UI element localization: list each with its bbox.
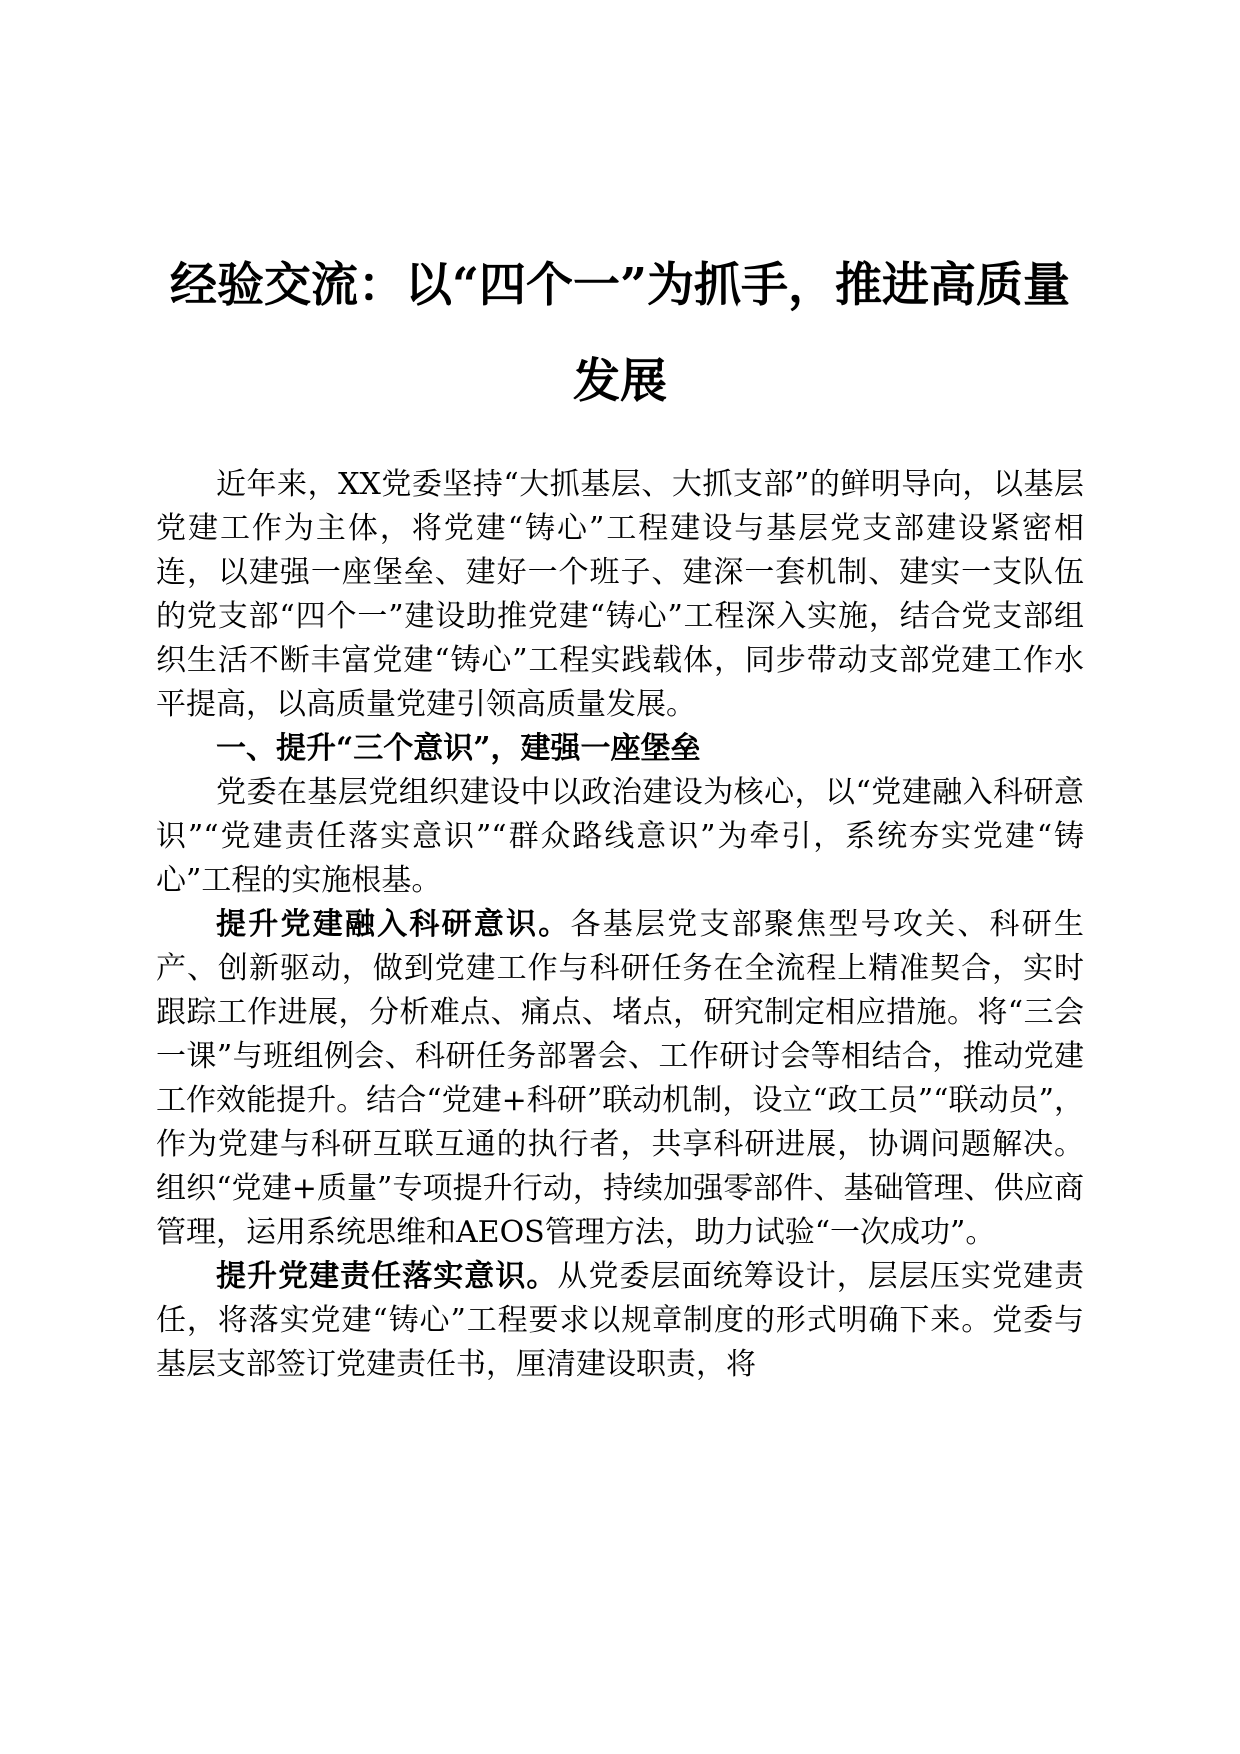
responsibility-awareness-lead: 提升党建责任落实意识。	[216, 1259, 558, 1294]
research-awareness-lead: 提升党建融入科研意识。	[216, 907, 571, 942]
responsibility-awareness-paragraph	[156, 1255, 1084, 1387]
section-heading-1: 一、提升“三个意识”，建强一座堡垒	[216, 731, 701, 766]
research-awareness-paragraph	[156, 903, 1084, 1255]
document-body	[156, 463, 1084, 1387]
title-line-2: 发展	[573, 354, 667, 409]
document-title	[150, 238, 1090, 430]
section-1-paragraph: 党委在基层党组织建设中以政治建设为核心，以“党建融入科研意识”“党建责任落实意识”“群众路线意识”为牵引，系统夯实党建“铸心”工程的实施根基。	[156, 775, 1084, 898]
responsibility-awareness-text: 从党委层面统筹设计，层层压实党建责任，将落实党建“铸心”工程要求以规章制度的形式明确下来。党委与基层支部签订党建责任书，厘清建设职责，将	[156, 1259, 1085, 1382]
title-line-1: 经验交流：以“四个一”为抓手，推进高质量	[169, 258, 1071, 313]
intro-paragraph: 近年来，XX党委坚持“大抓基层、大抓支部”的鲜明导向，以基层党建工作为主体，将党建“铸心”工程建设与基层党支部建设紧密相连，以建强一座堡垒、建好一个班子、建深一套机制、建实一支队伍的党支部“四个一”建设助推党建“铸心”工程深入实施，结合党支部组织生活不断丰富党建“铸心”工程实践载体，同步带动支部党建工作水平提高，以高质量党建引领高质量发展。	[156, 467, 1084, 722]
research-awareness-text: 各基层党支部聚焦型号攻关、科研生产、创新驱动，做到党建工作与科研任务在全流程上精准契合，实时跟踪工作进展，分析难点、痛点、堵点，研究制定相应措施。将“三会一课”与班组例会、科研任务部署会、工作研讨会等相结合，推动党建工作效能提升。结合“党建+科研”联动机制，设立“政工员”“联动员”，作为党建与科研互联互通的执行者，共享科研进展，协调问题解决。组织“党建+质量”专项提升行动，持续加强零部件、基础管理、供应商管理，运用系统思维和AEOS管理方法，助力试验“一次成功”。	[156, 907, 1085, 1250]
